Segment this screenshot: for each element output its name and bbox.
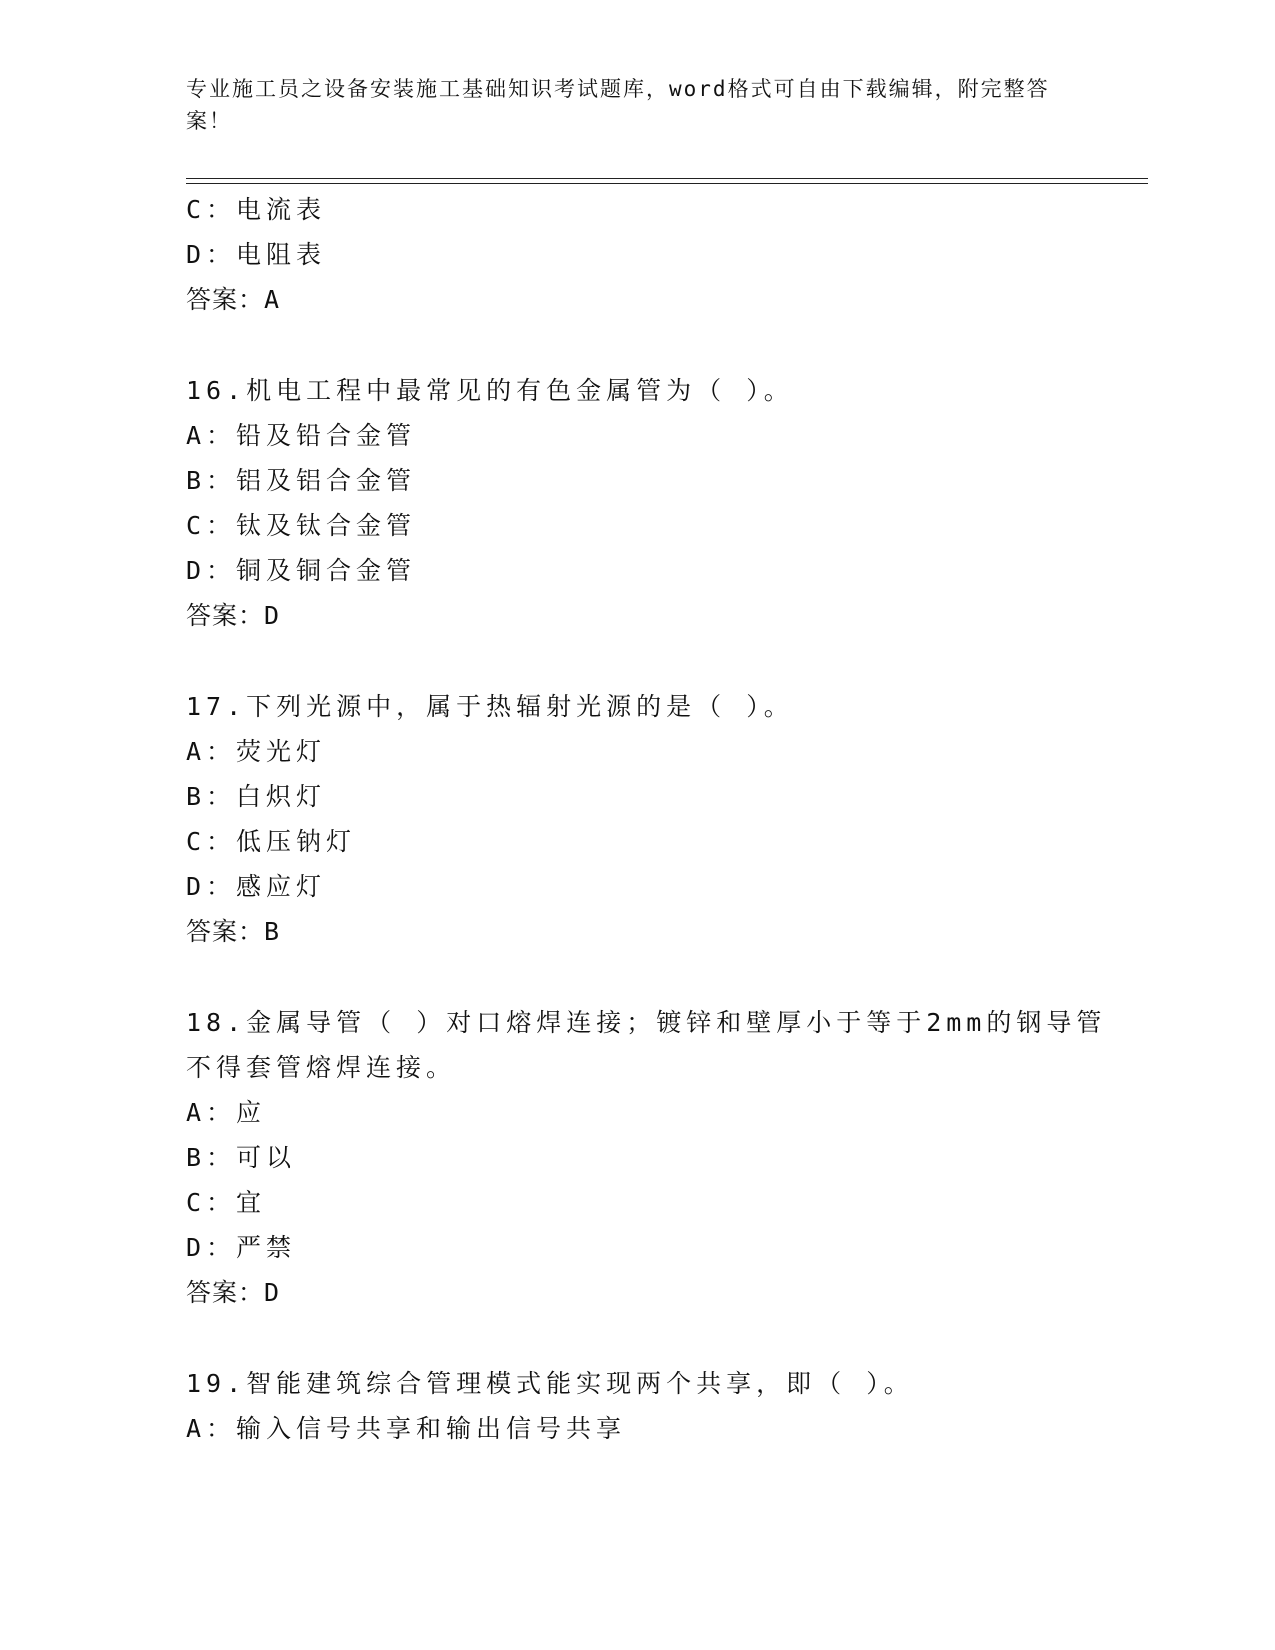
option-b: B：白炽灯 [186,782,327,811]
option-c: C：宜 [186,1188,267,1217]
option-d: D：铜及铜合金管 [186,556,417,585]
answer-line: 答案：B [186,917,281,946]
option-d: D：电阻表 [186,240,327,269]
option-a: A：应 [186,1098,267,1127]
option-c: C：钛及钛合金管 [186,511,417,540]
document-header: 专业施工员之设备安装施工基础知识考试题库，word格式可自由下载编辑，附完整答案！ [186,77,1050,133]
answer-line: 答案：A [186,285,281,314]
option-c: C：低压钠灯 [186,827,357,856]
question-16: 16.机电工程中最常见的有色金属管为（ ）。 [186,376,794,405]
option-a: A：荧光灯 [186,737,327,766]
option-a: A：输入信号共享和输出信号共享 [186,1414,627,1443]
option-d: D：感应灯 [186,872,327,901]
option-b: B：可以 [186,1143,297,1172]
option-a: A：铅及铅合金管 [186,421,417,450]
question-18: 18.金属导管（ ）对口熔焊连接；镀锌和壁厚小于等于2mm的钢导管 [186,1008,1107,1037]
answer-line: 答案：D [186,1278,281,1307]
question-17: 17.下列光源中，属于热辐射光源的是（ ）。 [186,692,794,721]
header-rule-bottom [186,183,1148,184]
header-rule-top [186,178,1148,179]
option-c: C：电流表 [186,195,327,224]
answer-line: 答案：D [186,601,281,630]
question-18-continued: 不得套管熔焊连接。 [186,1053,457,1082]
option-b: B：铝及铝合金管 [186,466,417,495]
option-d: D：严禁 [186,1233,297,1262]
question-19: 19.智能建筑综合管理模式能实现两个共享，即（ ）。 [186,1369,914,1398]
